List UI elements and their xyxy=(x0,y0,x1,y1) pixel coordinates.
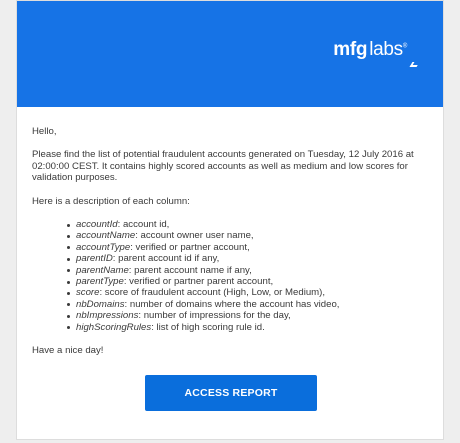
column-description: : verified or partner parent account, xyxy=(123,276,274,288)
logo-tail-icon xyxy=(410,62,420,67)
column-term: accountType xyxy=(76,241,131,253)
column-description-item xyxy=(67,219,432,230)
column-description-item xyxy=(67,322,432,333)
column-term: accountName xyxy=(76,230,136,242)
intro-paragraph: Please find the list of potential fraudulent accounts generated on Tuesday, 12 July 2016 at 02:00:00 CEST. It contains highly scored accounts as well as medium and low scores for validation purposes. xyxy=(32,149,414,184)
closing-line: Have a nice day! xyxy=(32,345,104,357)
column-description: : account id, xyxy=(117,219,170,231)
description-intro: Here is a description of each column: xyxy=(32,195,190,207)
column-description: : score of fraudulent account (High, Low, or Medium), xyxy=(99,287,326,299)
column-description-item xyxy=(67,287,432,298)
greeting: Hello, xyxy=(32,126,57,137)
column-term: parentName xyxy=(76,264,129,276)
access-report-button[interactable]: ACCESS REPORT xyxy=(145,375,317,411)
column-description-item xyxy=(67,253,432,264)
email-header xyxy=(17,1,443,107)
column-term: parentID xyxy=(76,253,113,265)
column-description-item xyxy=(67,276,432,287)
column-description-item xyxy=(67,299,432,310)
column-description-item xyxy=(67,310,432,321)
column-description: : verified or partner account, xyxy=(130,241,250,253)
column-description-item xyxy=(67,230,432,241)
column-description: : list of high scoring rule id. xyxy=(151,321,265,333)
column-description-item xyxy=(67,242,432,253)
logo-bold-text: mfg xyxy=(333,39,368,60)
email-content xyxy=(32,126,432,369)
mfg-labs-logo xyxy=(333,39,407,61)
logo-registered-mark: ® xyxy=(402,43,407,50)
column-term: highScoringRules xyxy=(76,321,152,333)
column-term: parentType xyxy=(76,276,124,288)
column-term: nbDomains xyxy=(76,298,125,310)
logo-light-text: labs xyxy=(369,39,403,60)
column-description: : number of impressions for the day, xyxy=(138,310,291,322)
column-term: accountId xyxy=(76,219,118,231)
email-card xyxy=(16,0,444,440)
column-description-item xyxy=(67,265,432,276)
column-term: nbImpressions xyxy=(76,310,139,322)
column-description: : account owner user name, xyxy=(135,230,254,242)
column-description: : number of domains where the account has video, xyxy=(124,298,340,310)
column-description-list xyxy=(67,219,432,333)
column-description: : parent account name if any, xyxy=(128,264,252,276)
column-description: : parent account id if any, xyxy=(112,253,220,265)
column-term: score xyxy=(76,287,100,299)
